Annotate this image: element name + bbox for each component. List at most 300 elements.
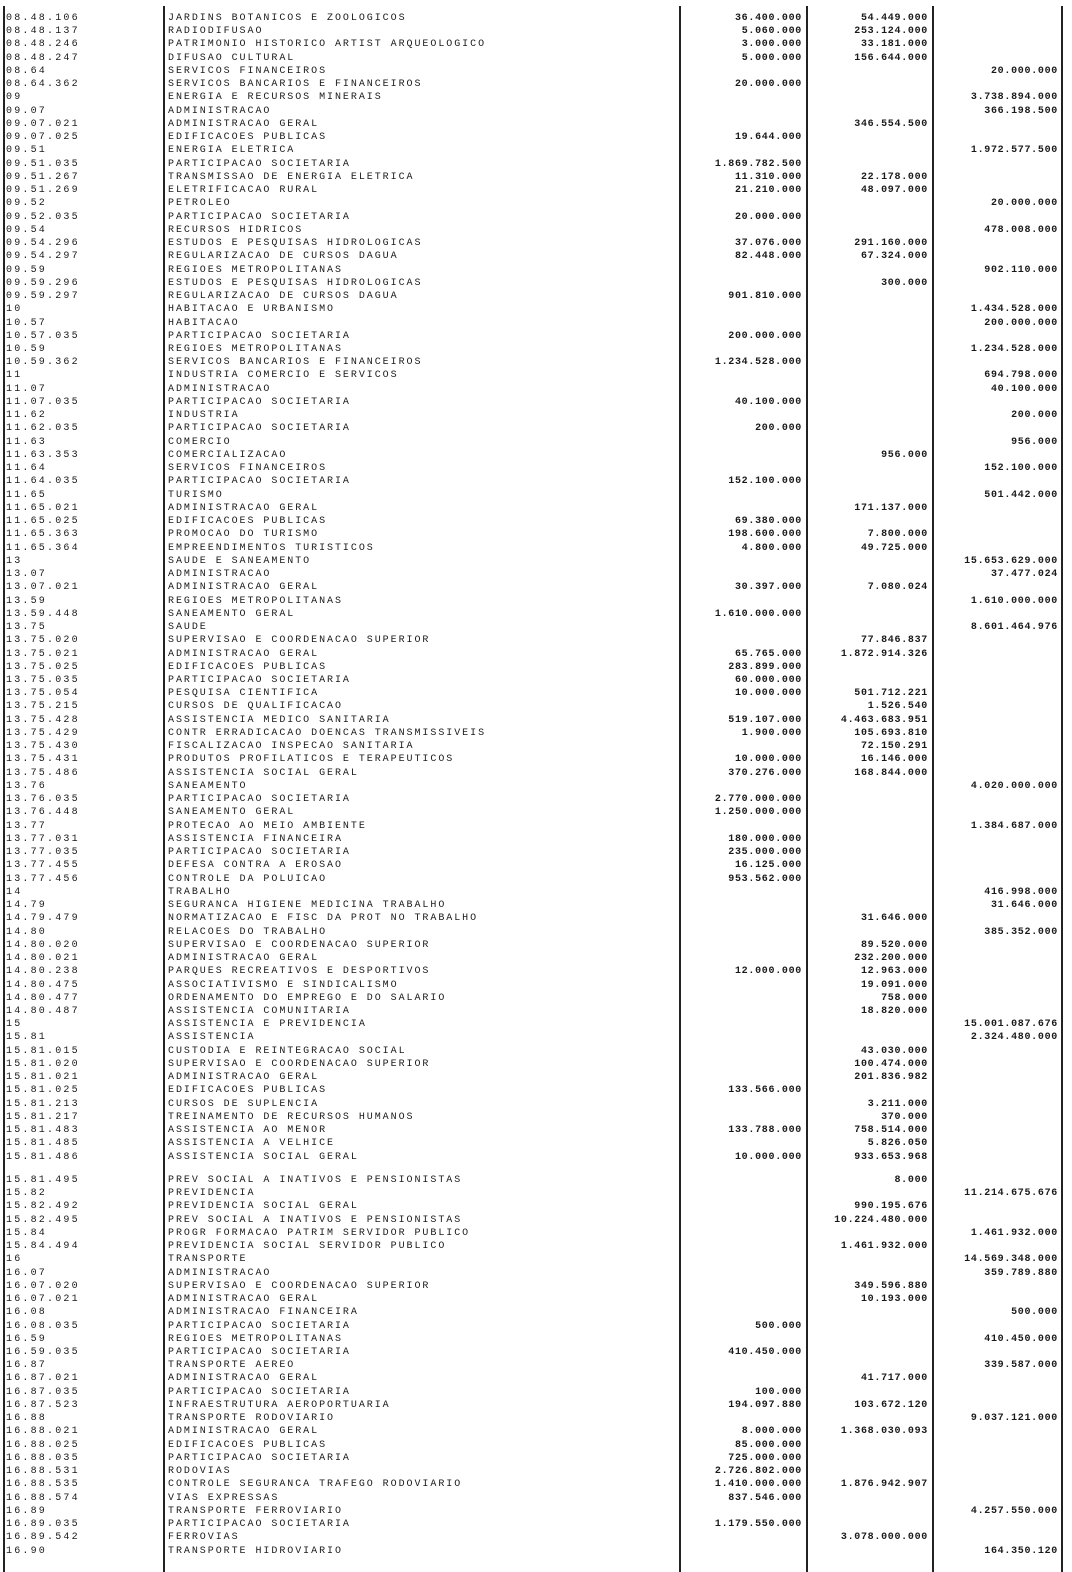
program-code: 14.79 xyxy=(6,900,48,912)
table-row xyxy=(0,793,1072,806)
table-row xyxy=(0,939,1072,952)
value-column-1: 1.869.782.500 xyxy=(714,158,802,170)
description: TRANSPORTE HIDROVIARIO xyxy=(168,1545,343,1557)
program-code: 15.81.020 xyxy=(6,1058,80,1070)
table-row xyxy=(0,648,1072,661)
description: JARDINS BOTANICOS E ZOOLOGICOS xyxy=(168,13,407,24)
value-column-2: 54.449.000 xyxy=(860,13,928,24)
table-row xyxy=(0,1267,1072,1280)
value-column-1: 1.410.000.000 xyxy=(714,1479,802,1491)
program-code: 09.07 xyxy=(6,105,48,117)
table-row xyxy=(0,369,1072,382)
value-column-2: 31.646.000 xyxy=(860,913,928,925)
description: PARTICIPACAO SOCIETARIA xyxy=(168,1519,351,1531)
program-code: 16.87.523 xyxy=(6,1399,80,1411)
value-column-3: 200.000.000 xyxy=(984,317,1058,329)
description: PARTICIPACAO SOCIETARIA xyxy=(168,1386,351,1398)
value-column-3: 152.100.000 xyxy=(984,463,1058,475)
program-code: 13.75.020 xyxy=(6,635,80,647)
value-column-1: 30.397.000 xyxy=(734,582,802,594)
description: ADMINISTRACAO xyxy=(168,569,272,581)
value-column-1: 953.562.000 xyxy=(728,873,802,885)
value-column-2: 156.644.000 xyxy=(854,52,928,64)
value-column-3: 9.037.121.000 xyxy=(970,1413,1058,1425)
program-code: 09.59.297 xyxy=(6,291,80,303)
table-row xyxy=(0,409,1072,422)
description: TREINAMENTO DE RECURSOS HUMANOS xyxy=(168,1111,415,1123)
program-code: 16.08.035 xyxy=(6,1320,80,1332)
program-code: 13.75.025 xyxy=(6,661,80,673)
value-column-2: 253.124.000 xyxy=(854,26,928,38)
table-row xyxy=(0,118,1072,131)
table-row xyxy=(0,1293,1072,1306)
program-code: 14.80 xyxy=(6,926,48,938)
description: PARTICIPACAO SOCIETARIA xyxy=(168,423,351,435)
description: RADIODIFUSAO xyxy=(168,26,264,38)
table-row xyxy=(0,1425,1072,1438)
program-code: 11.07.035 xyxy=(6,396,80,408)
program-code: 14.80.477 xyxy=(6,992,80,1004)
table-row xyxy=(0,542,1072,555)
program-code: 09.51.267 xyxy=(6,171,80,183)
program-code: 15.81.213 xyxy=(6,1098,80,1110)
description: ADMINISTRACAO GERAL xyxy=(168,1373,320,1385)
table-row xyxy=(0,1359,1072,1372)
description: ADMINISTRACAO GERAL xyxy=(168,502,320,514)
table-row xyxy=(0,1320,1072,1333)
value-column-3: 164.350.120 xyxy=(984,1545,1058,1557)
value-column-3: 15.001.087.676 xyxy=(964,1019,1058,1031)
table-row xyxy=(0,462,1072,475)
table-row xyxy=(0,1518,1072,1531)
value-column-2: 349.596.880 xyxy=(854,1280,928,1292)
program-code: 09.51.269 xyxy=(6,185,80,197)
program-code: 13.07.021 xyxy=(6,582,80,594)
description: SANEAMENTO GERAL xyxy=(168,608,296,620)
program-code: 14.80.020 xyxy=(6,939,80,951)
value-column-1: 100.000 xyxy=(755,1386,802,1398)
program-code: 14.80.021 xyxy=(6,953,80,965)
description: PARTICIPACAO SOCIETARIA xyxy=(168,1452,351,1464)
description: COMERCIO xyxy=(168,436,232,448)
program-code: 09.54.296 xyxy=(6,238,80,250)
description: SANEAMENTO xyxy=(168,780,248,792)
value-column-3: 31.646.000 xyxy=(990,900,1058,912)
table-row xyxy=(0,740,1072,753)
description: ORDENAMENTO DO EMPREGO E DO SALARIO xyxy=(168,992,447,1004)
value-column-2: 8.000 xyxy=(894,1174,928,1186)
value-column-1: 235.000.000 xyxy=(728,847,802,859)
program-code: 13.75.431 xyxy=(6,754,80,766)
description: ENERGIA ELETRICA xyxy=(168,145,296,157)
value-column-1: 69.380.000 xyxy=(734,516,802,528)
description: PARTICIPACAO SOCIETARIA xyxy=(168,794,351,806)
value-column-2: 22.178.000 xyxy=(860,171,928,183)
program-code: 15.84.494 xyxy=(6,1241,80,1253)
program-code: 09.52.035 xyxy=(6,211,80,223)
value-column-2: 168.844.000 xyxy=(854,767,928,779)
program-code: 16.88.535 xyxy=(6,1479,80,1491)
description: RECURSOS HIDRICOS xyxy=(168,224,304,236)
table-row xyxy=(0,12,1072,25)
program-code: 13.75 xyxy=(6,622,48,634)
table-row xyxy=(0,753,1072,766)
program-code: 11.65.021 xyxy=(6,502,80,514)
program-code: 09.54 xyxy=(6,224,48,236)
program-code: 14.80.238 xyxy=(6,966,80,978)
table-row xyxy=(0,1465,1072,1478)
program-code: 16.87 xyxy=(6,1360,48,1372)
program-code: 15.81.483 xyxy=(6,1125,80,1137)
description: PATRIMONIO HISTORICO ARTIST ARQUEOLOGICO xyxy=(168,39,487,51)
description: PETROLEO xyxy=(168,198,232,210)
program-code: 11.65.364 xyxy=(6,542,80,554)
value-column-3: 1.234.528.000 xyxy=(970,344,1058,355)
description: ASSISTENCIA E PREVIDENCIA xyxy=(168,1019,367,1031)
table-row xyxy=(0,224,1072,237)
program-code: 16.88.531 xyxy=(6,1466,80,1478)
value-column-1: 198.600.000 xyxy=(728,529,802,541)
description: REGIOES METROPOLITANAS xyxy=(168,344,343,355)
value-column-3: 1.461.932.000 xyxy=(970,1227,1058,1239)
description: PREV SOCIAL A INATIVOS E PENSIONISTAS xyxy=(168,1174,463,1186)
value-column-1: 40.100.000 xyxy=(734,396,802,408)
table-row xyxy=(0,1137,1072,1150)
value-column-1: 11.310.000 xyxy=(734,171,802,183)
description: TRANSPORTE AEREO xyxy=(168,1360,296,1372)
value-column-3: 416.998.000 xyxy=(984,886,1058,898)
program-code: 09.54.297 xyxy=(6,251,80,263)
program-code: 11.65.363 xyxy=(6,529,80,541)
program-code: 16.89 xyxy=(6,1505,48,1517)
value-column-1: 1.900.000 xyxy=(741,727,802,739)
program-code: 15.81 xyxy=(6,1032,48,1044)
value-column-1: 1.610.000.000 xyxy=(714,608,802,620)
description: EDIFICACOES PUBLICAS xyxy=(168,1085,328,1097)
value-column-2: 103.672.120 xyxy=(854,1399,928,1411)
program-code: 14 xyxy=(6,886,23,898)
description: ASSISTENCIA xyxy=(168,1032,256,1044)
value-column-2: 89.520.000 xyxy=(860,939,928,951)
value-column-2: 12.963.000 xyxy=(860,966,928,978)
table-row xyxy=(0,91,1072,104)
description: RODOVIAS xyxy=(168,1466,232,1478)
program-code: 08.48.246 xyxy=(6,39,80,51)
table-row xyxy=(0,873,1072,886)
program-code: 09.52 xyxy=(6,198,48,210)
description: ASSISTENCIA MEDICO SANITARIA xyxy=(168,714,391,726)
table-row xyxy=(0,886,1072,899)
value-column-3: 1.434.528.000 xyxy=(970,304,1058,316)
description: ADMINISTRACAO GERAL xyxy=(168,1426,320,1438)
value-column-3: 37.477.024 xyxy=(990,569,1058,581)
program-code: 11.07 xyxy=(6,383,48,395)
description: ASSISTENCIA SOCIAL GERAL xyxy=(168,1151,359,1163)
description: CUSTODIA E REINTEGRACAO SOCIAL xyxy=(168,1045,407,1057)
value-column-1: 12.000.000 xyxy=(734,966,802,978)
table-row xyxy=(0,1174,1072,1187)
table-row xyxy=(0,1372,1072,1385)
table-row xyxy=(0,211,1072,224)
description: PROTECAO AO MEIO AMBIENTE xyxy=(168,820,367,832)
description: PROGR FORMACAO PATRIM SERVIDOR PUBLICO xyxy=(168,1227,471,1239)
table-row xyxy=(0,846,1072,859)
description: SUPERVISAO E COORDENACAO SUPERIOR xyxy=(168,939,431,951)
table-row xyxy=(0,608,1072,621)
program-code: 16.59 xyxy=(6,1333,48,1345)
value-column-1: 10.000.000 xyxy=(734,1151,802,1163)
value-column-2: 758.514.000 xyxy=(854,1125,928,1137)
table-row xyxy=(0,356,1072,369)
value-column-1: 19.644.000 xyxy=(734,132,802,144)
description: PARQUES RECREATIVOS E DESPORTIVOS xyxy=(168,966,431,978)
description: SUPERVISAO E COORDENACAO SUPERIOR xyxy=(168,635,431,647)
value-column-2: 10.193.000 xyxy=(860,1294,928,1306)
table-row xyxy=(0,1018,1072,1031)
table-row xyxy=(0,727,1072,740)
description: PESQUISA CIENTIFICA xyxy=(168,688,320,700)
program-code: 16.88.025 xyxy=(6,1439,80,1451)
value-column-1: 837.546.000 xyxy=(728,1492,802,1504)
description: EDIFICACOES PUBLICAS xyxy=(168,661,328,673)
table-row xyxy=(0,1386,1072,1399)
value-column-3: 1.972.577.500 xyxy=(970,145,1058,157)
value-column-1: 1.250.000.000 xyxy=(714,807,802,819)
value-column-2: 18.820.000 xyxy=(860,1006,928,1017)
table-row xyxy=(0,475,1072,488)
value-column-1: 152.100.000 xyxy=(728,476,802,488)
description: PRODUTOS PROFILATICOS E TERAPEUTICOS xyxy=(168,754,455,766)
program-code: 09.07.025 xyxy=(6,132,80,144)
description: REGULARIZACAO DE CURSOS DAGUA xyxy=(168,251,399,263)
description: INDUSTRIA COMERCIO E SERVICOS xyxy=(168,370,399,382)
description: SERVICOS BANCARIOS E FINANCEIROS xyxy=(168,357,423,369)
table-row xyxy=(0,926,1072,939)
program-code: 10 xyxy=(6,304,23,316)
value-column-2: 4.463.683.951 xyxy=(840,714,928,726)
program-code: 15.81.021 xyxy=(6,1072,80,1084)
value-column-2: 758.000 xyxy=(881,992,928,1004)
program-code: 13.77.031 xyxy=(6,833,80,845)
table-row xyxy=(0,65,1072,78)
value-column-2: 370.000 xyxy=(881,1111,928,1123)
value-column-1: 133.788.000 xyxy=(728,1125,802,1137)
value-column-1: 85.000.000 xyxy=(734,1439,802,1451)
value-column-1: 3.000.000 xyxy=(741,39,802,51)
value-column-3: 366.198.500 xyxy=(984,105,1058,117)
value-column-2: 501.712.221 xyxy=(854,688,928,700)
description: TRANSPORTE xyxy=(168,1254,248,1266)
description: ASSISTENCIA FINANCEIRA xyxy=(168,833,343,845)
value-column-1: 16.125.000 xyxy=(734,860,802,872)
description: PARTICIPACAO SOCIETARIA xyxy=(168,675,351,686)
program-code: 16.07.021 xyxy=(6,1294,80,1306)
table-row xyxy=(0,1333,1072,1346)
program-code: 13.59 xyxy=(6,595,48,607)
table-row xyxy=(0,1005,1072,1018)
description: FISCALIZACAO INSPECAO SANITARIA xyxy=(168,741,415,753)
value-column-1: 370.276.000 xyxy=(728,767,802,779)
table-row xyxy=(0,595,1072,608)
description: REGIOES METROPOLITANAS xyxy=(168,264,343,276)
program-code: 15.82 xyxy=(6,1188,48,1200)
table-row xyxy=(0,1098,1072,1111)
value-column-3: 694.798.000 xyxy=(984,370,1058,382)
table-row xyxy=(0,422,1072,435)
value-column-3: 359.789.880 xyxy=(984,1267,1058,1279)
description: CONTROLE SEGURANCA TRAFEGO RODOVIARIO xyxy=(168,1479,463,1491)
table-row xyxy=(0,1545,1072,1558)
program-code: 10.59.362 xyxy=(6,357,80,369)
description: TRANSMISSAO DE ENERGIA ELETRICA xyxy=(168,171,415,183)
description: ADMINISTRACAO xyxy=(168,105,272,117)
table-row xyxy=(0,1452,1072,1465)
table-row xyxy=(0,197,1072,210)
program-code: 11 xyxy=(6,370,23,382)
description: PARTICIPACAO SOCIETARIA xyxy=(168,847,351,859)
table-row xyxy=(0,1058,1072,1071)
table-row xyxy=(0,515,1072,528)
table-row xyxy=(0,899,1072,912)
table-row xyxy=(0,1111,1072,1124)
program-code: 11.65.025 xyxy=(6,516,80,528)
program-code: 13.77 xyxy=(6,820,48,832)
description: EDIFICACOES PUBLICAS xyxy=(168,1439,328,1451)
table-row xyxy=(0,502,1072,515)
description: CONTR ERRADICACAO DOENCAS TRANSMISSIVEIS xyxy=(168,727,487,739)
program-code: 13.75.035 xyxy=(6,675,80,686)
program-code: 10.57 xyxy=(6,317,48,329)
description: SUPERVISAO E COORDENACAO SUPERIOR xyxy=(168,1058,431,1070)
value-column-1: 2.726.802.000 xyxy=(714,1466,802,1478)
description: CURSOS DE QUALIFICACAO xyxy=(168,701,343,713)
table-row xyxy=(0,396,1072,409)
description: FERROVIAS xyxy=(168,1532,240,1544)
table-row xyxy=(0,1045,1072,1058)
table-row xyxy=(0,1399,1072,1412)
value-column-1: 8.000.000 xyxy=(741,1426,802,1438)
value-column-1: 901.810.000 xyxy=(728,291,802,303)
program-code: 14.79.479 xyxy=(6,913,80,925)
value-column-2: 77.846.837 xyxy=(860,635,928,647)
table-row xyxy=(0,184,1072,197)
value-column-1: 5.000.000 xyxy=(741,52,802,64)
description: PARTICIPACAO SOCIETARIA xyxy=(168,396,351,408)
table-row xyxy=(0,621,1072,634)
program-code: 11.63 xyxy=(6,436,48,448)
table-row xyxy=(0,303,1072,316)
table-row xyxy=(0,1478,1072,1491)
value-column-3: 20.000.000 xyxy=(990,198,1058,210)
description: REGULARIZACAO DE CURSOS DAGUA xyxy=(168,291,399,303)
program-code: 16.88.035 xyxy=(6,1452,80,1464)
value-column-2: 10.224.480.000 xyxy=(834,1214,928,1226)
description: ADMINISTRACAO xyxy=(168,1267,272,1279)
program-code: 16.59.035 xyxy=(6,1347,80,1358)
value-column-2: 67.324.000 xyxy=(860,251,928,263)
table-row xyxy=(0,780,1072,793)
program-code: 08.48.137 xyxy=(6,26,80,38)
value-column-2: 1.526.540 xyxy=(867,701,928,713)
table-row xyxy=(0,343,1072,356)
value-column-3: 4.020.000.000 xyxy=(970,780,1058,792)
program-code: 15 xyxy=(6,1019,23,1031)
table-row xyxy=(0,820,1072,833)
program-code: 16.89.035 xyxy=(6,1519,80,1531)
program-code: 15.81.025 xyxy=(6,1085,80,1097)
value-column-1: 1.234.528.000 xyxy=(714,357,802,369)
description: ADMINISTRACAO GERAL xyxy=(168,1072,320,1084)
program-code: 15.81.015 xyxy=(6,1045,80,1057)
value-column-2: 43.030.000 xyxy=(860,1045,928,1057)
table-row xyxy=(0,237,1072,250)
program-code: 15.82.495 xyxy=(6,1214,80,1226)
value-column-1: 82.448.000 xyxy=(734,251,802,263)
program-code: 16.88 xyxy=(6,1413,48,1425)
description: SERVICOS BANCARIOS E FINANCEIROS xyxy=(168,79,423,91)
value-column-1: 200.000 xyxy=(755,423,802,435)
program-code: 16.88.574 xyxy=(6,1492,80,1504)
description: TRANSPORTE FERROVIARIO xyxy=(168,1505,343,1517)
description: ADMINISTRACAO FINANCEIRA xyxy=(168,1307,359,1319)
table-row xyxy=(0,25,1072,38)
table-row xyxy=(0,1124,1072,1137)
program-code: 09.51 xyxy=(6,145,48,157)
program-code: 15.81.217 xyxy=(6,1111,80,1123)
description: ADMINISTRACAO GERAL xyxy=(168,582,320,594)
value-column-2: 100.474.000 xyxy=(854,1058,928,1070)
program-code: 09.59 xyxy=(6,264,48,276)
value-column-3: 11.214.675.676 xyxy=(964,1188,1058,1200)
program-code: 15.81.495 xyxy=(6,1174,80,1186)
table-row xyxy=(0,661,1072,674)
table-row xyxy=(0,1531,1072,1544)
description: PROMOCAO DO TURISMO xyxy=(168,529,320,541)
table-row xyxy=(0,383,1072,396)
value-column-2: 171.137.000 xyxy=(854,502,928,514)
description: PARTICIPACAO SOCIETARIA xyxy=(168,158,351,170)
table-row xyxy=(0,1151,1072,1164)
description: ADMINISTRACAO GERAL xyxy=(168,648,320,660)
description: ESTUDOS E PESQUISAS HIDROLOGICAS xyxy=(168,277,423,289)
value-column-2: 291.160.000 xyxy=(854,238,928,250)
value-column-2: 16.146.000 xyxy=(860,754,928,766)
description: INFRAESTRUTURA AEROPORTUARIA xyxy=(168,1399,391,1411)
table-row xyxy=(0,1439,1072,1452)
value-column-3: 2.324.480.000 xyxy=(970,1032,1058,1044)
description: ASSOCIATIVISMO E SINDICALISMO xyxy=(168,979,399,991)
value-column-3: 385.352.000 xyxy=(984,926,1058,938)
value-column-3: 20.000.000 xyxy=(990,65,1058,77)
value-column-2: 3.211.000 xyxy=(867,1098,928,1110)
value-column-1: 200.000.000 xyxy=(728,330,802,342)
description: SANEAMENTO GERAL xyxy=(168,807,296,819)
description: HABITACAO xyxy=(168,317,240,329)
program-code: 10.59 xyxy=(6,344,48,355)
value-column-1: 500.000 xyxy=(755,1320,802,1332)
value-column-3: 1.384.687.000 xyxy=(970,820,1058,832)
value-column-2: 48.097.000 xyxy=(860,185,928,197)
table-row xyxy=(0,1492,1072,1505)
table-row xyxy=(0,965,1072,978)
value-column-2: 346.554.500 xyxy=(854,118,928,130)
table-row xyxy=(0,1071,1072,1084)
program-code: 13.75.215 xyxy=(6,701,80,713)
value-column-3: 339.587.000 xyxy=(984,1360,1058,1372)
program-code: 09.51.035 xyxy=(6,158,80,170)
table-row xyxy=(0,687,1072,700)
description: TRABALHO xyxy=(168,886,232,898)
